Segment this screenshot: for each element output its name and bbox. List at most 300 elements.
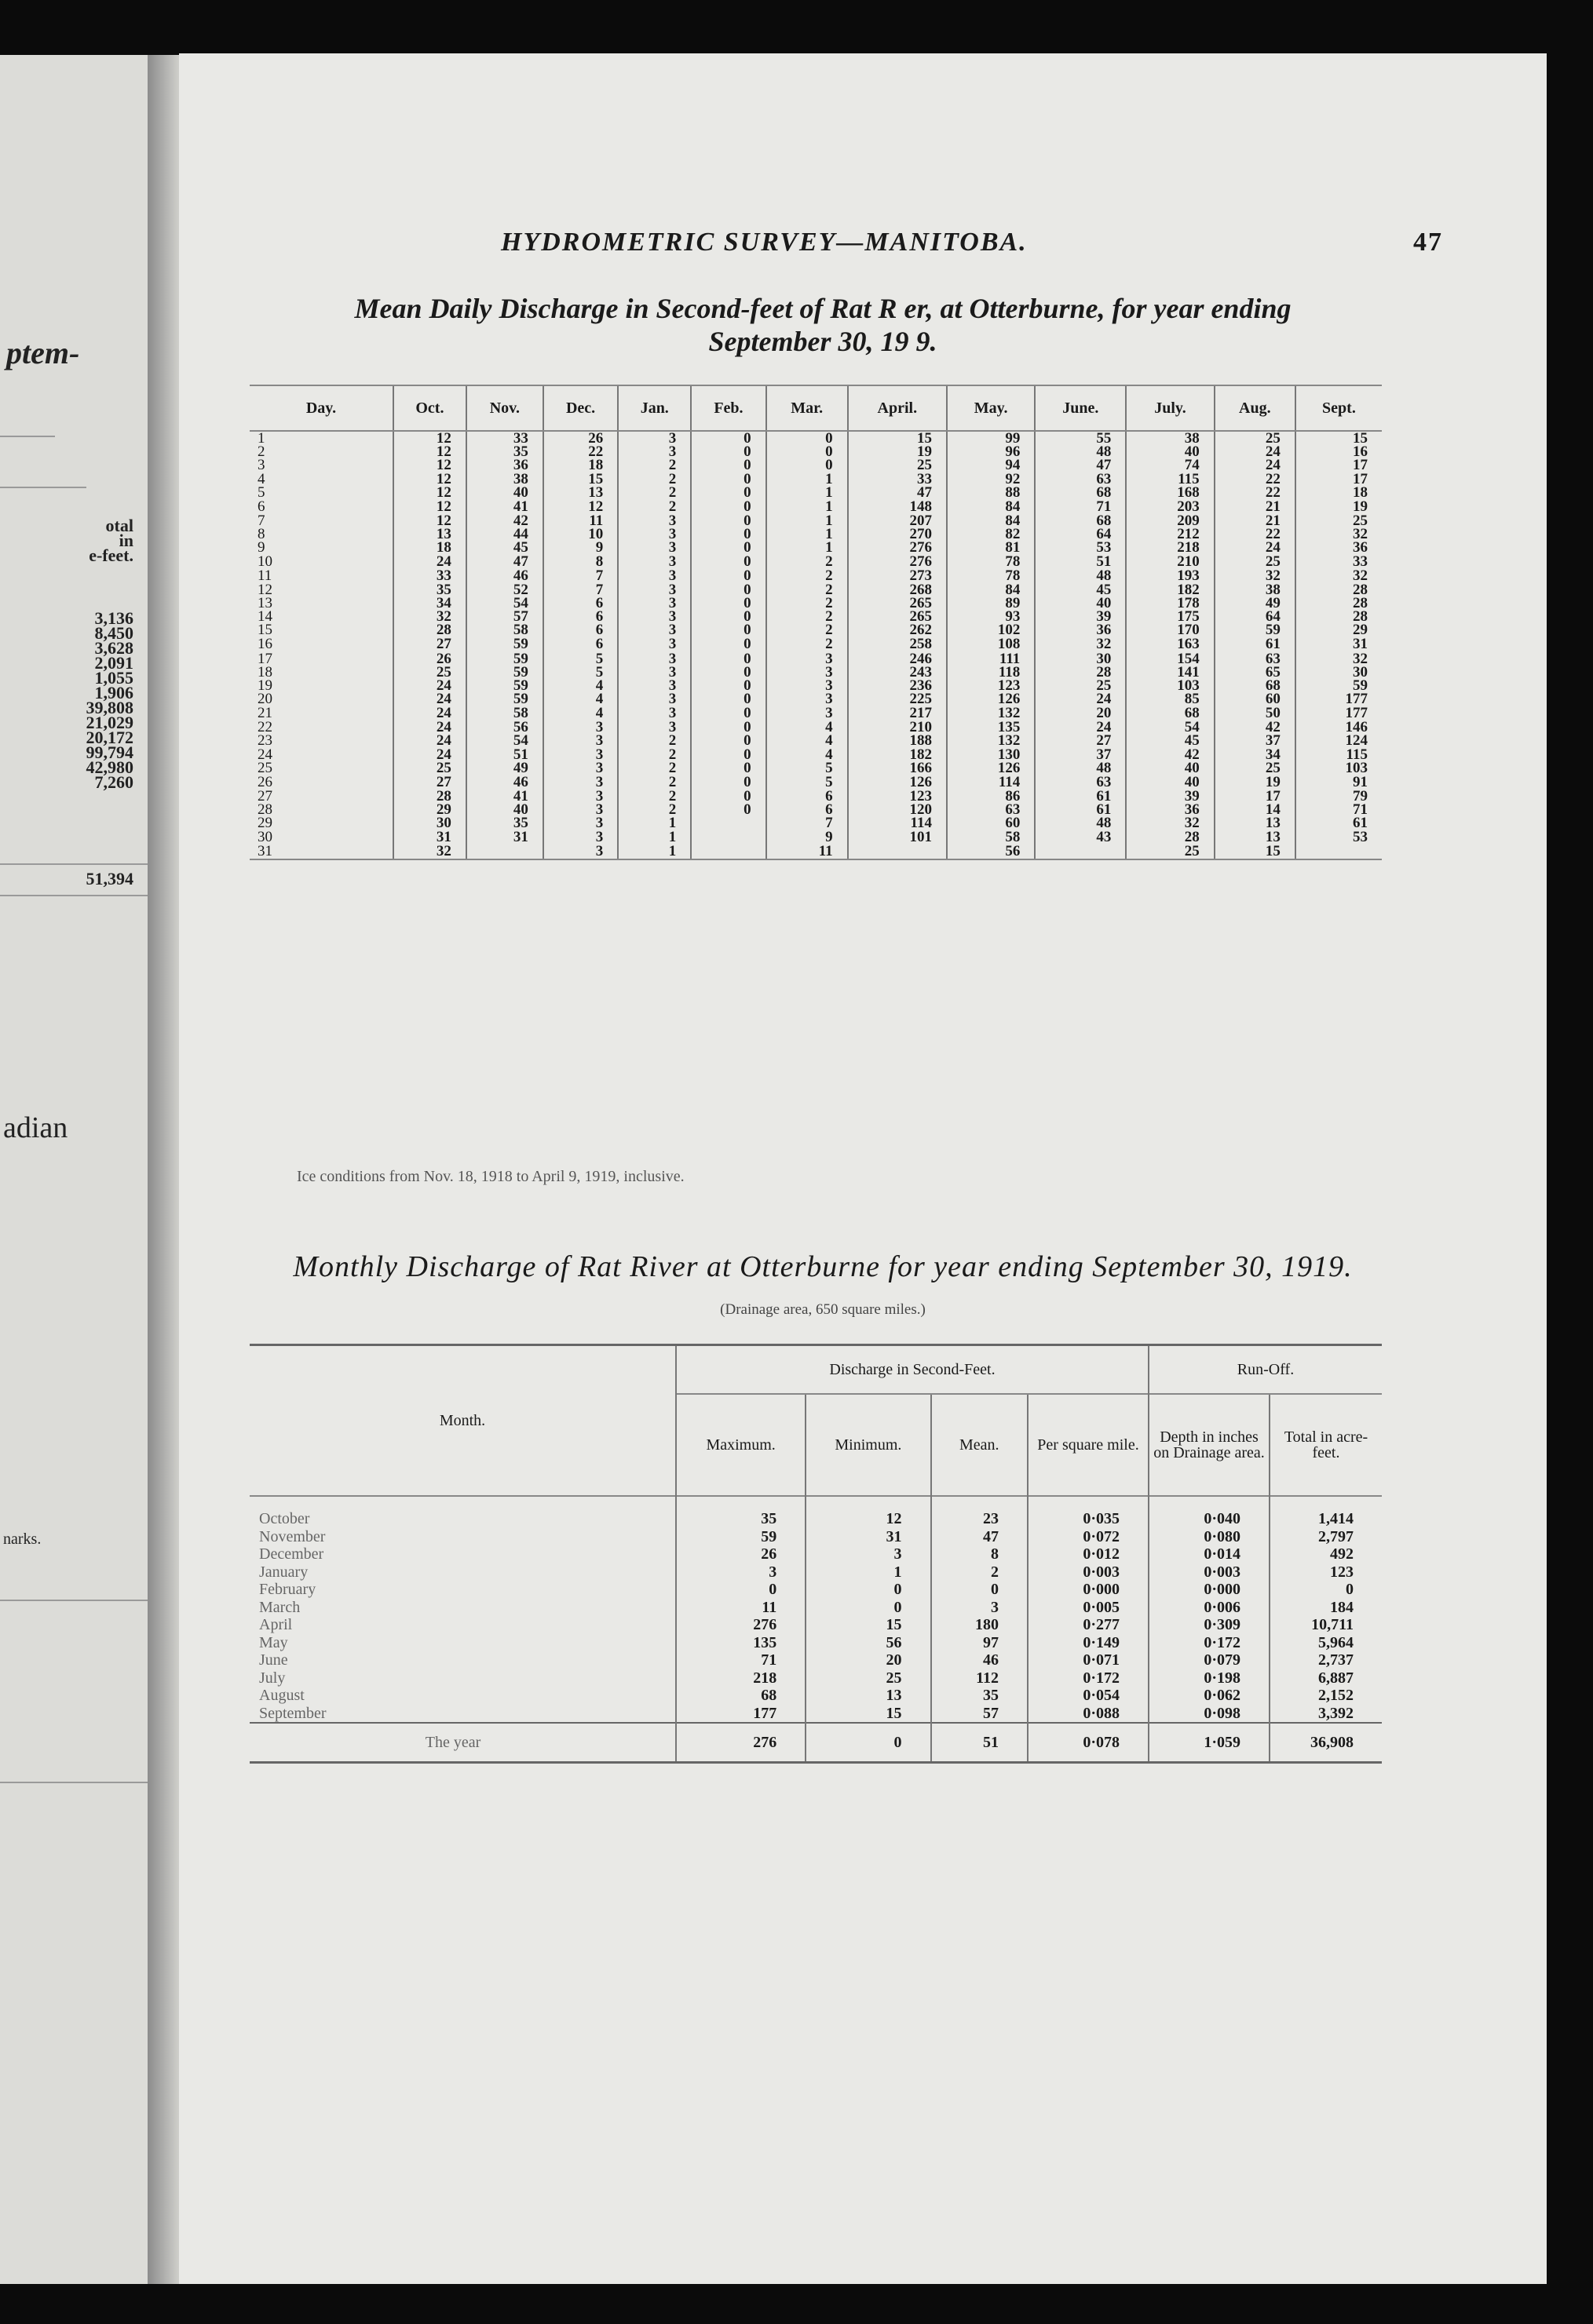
table-row <box>250 555 1382 568</box>
discharge-cell: 43 <box>1035 830 1126 844</box>
discharge-cell: 59 <box>466 651 543 665</box>
column-header: Day. <box>250 385 393 431</box>
discharge-cell: 2 <box>766 610 848 623</box>
value-cell: 0·054 <box>1028 1687 1149 1705</box>
column-header: Depth in inches on Drainage area. <box>1149 1394 1270 1496</box>
discharge-cell: 3 <box>766 706 848 721</box>
discharge-cell: 5 <box>543 651 618 665</box>
discharge-cell: 0 <box>691 527 765 541</box>
discharge-cell: 25 <box>393 666 466 679</box>
discharge-cell: 126 <box>848 775 947 790</box>
discharge-cell: 56 <box>466 721 543 734</box>
discharge-cell: 3 <box>618 527 691 541</box>
value-cell: 184 <box>1270 1599 1382 1617</box>
discharge-cell: 17 <box>1295 472 1382 486</box>
discharge-cell: 0 <box>766 458 848 472</box>
daily-table-caption <box>250 292 1396 358</box>
discharge-cell: 36 <box>1295 541 1382 554</box>
discharge-cell: 68 <box>1126 706 1214 721</box>
day-cell: 10 <box>258 553 272 570</box>
value-cell: 180 <box>931 1616 1028 1634</box>
value-cell: 47 <box>931 1528 1028 1546</box>
discharge-cell: 6 <box>543 597 618 610</box>
value-cell: 0·040 <box>1149 1496 1270 1528</box>
value-cell: 0·003 <box>1028 1563 1149 1582</box>
total-cell: 276 <box>676 1723 806 1763</box>
value-cell: 11 <box>676 1599 806 1617</box>
table-row <box>250 761 1382 775</box>
discharge-cell: 103 <box>1295 761 1382 775</box>
discharge-cell: 1 <box>766 541 848 554</box>
table-row <box>250 431 1382 445</box>
discharge-cell: 27 <box>393 775 466 790</box>
discharge-cell: 188 <box>848 734 947 747</box>
discharge-cell: 146 <box>1295 721 1382 734</box>
value-cell: 218 <box>676 1669 806 1687</box>
discharge-cell: 2 <box>618 486 691 499</box>
total-value: 42,980 <box>86 757 133 777</box>
adjacent-word: adian <box>3 1111 68 1144</box>
discharge-cell: 0 <box>691 706 765 721</box>
column-header: June. <box>1035 385 1126 431</box>
discharge-cell: 25 <box>1295 514 1382 527</box>
discharge-cell: 3 <box>543 761 618 775</box>
discharge-cell: 236 <box>848 679 947 692</box>
discharge-cell: 166 <box>848 761 947 775</box>
discharge-cell: 3 <box>618 541 691 554</box>
total-value: 39,808 <box>86 698 133 717</box>
discharge-cell: 51 <box>466 748 543 761</box>
table-row <box>250 692 1382 706</box>
discharge-cell: 0 <box>691 623 765 637</box>
group-header: Run-Off. <box>1149 1345 1382 1395</box>
total-value: 21,029 <box>86 713 133 732</box>
table-row <box>250 1651 1382 1669</box>
discharge-cell: 123 <box>848 790 947 803</box>
discharge-cell: 24 <box>1215 541 1295 554</box>
discharge-cell: 0 <box>691 803 765 816</box>
discharge-cell: 12 <box>393 486 466 499</box>
discharge-cell: 6 <box>543 637 618 651</box>
day-cell: 8 <box>258 526 265 543</box>
divider <box>0 1600 148 1601</box>
discharge-cell: 93 <box>947 610 1035 623</box>
discharge-cell: 54 <box>466 734 543 747</box>
value-cell: 0·035 <box>1028 1496 1149 1528</box>
month-cell: March <box>259 1598 301 1616</box>
discharge-cell: 124 <box>1295 734 1382 747</box>
column-header: July. <box>1126 385 1214 431</box>
table-row <box>250 1599 1382 1617</box>
total-value: 3,136 <box>94 608 133 628</box>
value-cell: 0·071 <box>1028 1651 1149 1669</box>
discharge-cell: 45 <box>1126 734 1214 747</box>
discharge-cell: 3 <box>543 748 618 761</box>
value-cell: 97 <box>931 1634 1028 1652</box>
discharge-cell: 36 <box>466 458 543 472</box>
discharge-cell <box>466 844 543 859</box>
column-header: Aug. <box>1215 385 1295 431</box>
table-row <box>250 568 1382 583</box>
discharge-cell: 49 <box>1215 597 1295 610</box>
discharge-cell: 177 <box>1295 706 1382 721</box>
day-cell: 29 <box>258 815 272 832</box>
discharge-cell: 210 <box>1126 555 1214 568</box>
discharge-cell: 108 <box>947 637 1035 651</box>
discharge-cell: 33 <box>466 431 543 445</box>
discharge-cell: 276 <box>848 555 947 568</box>
value-cell: 20 <box>806 1651 930 1669</box>
discharge-cell: 49 <box>466 761 543 775</box>
discharge-cell: 175 <box>1126 610 1214 623</box>
discharge-cell: 41 <box>466 499 543 514</box>
discharge-cell: 32 <box>1126 816 1214 830</box>
discharge-cell: 1 <box>766 514 848 527</box>
discharge-cell: 42 <box>1126 748 1214 761</box>
discharge-cell: 45 <box>466 541 543 554</box>
discharge-cell: 16 <box>1295 445 1382 458</box>
discharge-cell: 63 <box>1215 651 1295 665</box>
discharge-cell: 56 <box>947 844 1035 859</box>
discharge-cell: 262 <box>848 623 947 637</box>
discharge-cell: 35 <box>466 445 543 458</box>
discharge-cell: 0 <box>691 568 765 583</box>
discharge-cell: 126 <box>947 761 1035 775</box>
month-cell: October <box>250 1496 676 1528</box>
month-cell: April <box>259 1616 293 1634</box>
value-cell: 0·014 <box>1149 1545 1270 1563</box>
table-row <box>250 1528 1382 1546</box>
value-cell: 0·098 <box>1149 1705 1270 1724</box>
discharge-cell <box>1035 844 1126 859</box>
discharge-cell: 193 <box>1126 568 1214 583</box>
discharge-cell: 2 <box>618 472 691 486</box>
discharge-cell: 5 <box>766 775 848 790</box>
table-row <box>250 1687 1382 1705</box>
discharge-cell: 8 <box>543 555 618 568</box>
discharge-cell: 132 <box>947 706 1035 721</box>
discharge-cell: 33 <box>848 472 947 486</box>
discharge-cell: 111 <box>947 651 1035 665</box>
discharge-cell: 4 <box>543 706 618 721</box>
total-cell: 51 <box>931 1723 1028 1763</box>
discharge-cell: 63 <box>947 803 1035 816</box>
value-cell: 2,737 <box>1270 1651 1382 1669</box>
discharge-cell: 0 <box>766 431 848 445</box>
discharge-cell: 12 <box>393 458 466 472</box>
discharge-cell: 1 <box>618 816 691 830</box>
discharge-cell: 168 <box>1126 486 1214 499</box>
discharge-cell: 3 <box>618 431 691 445</box>
discharge-cell: 19 <box>1215 775 1295 790</box>
value-cell: 1 <box>806 1563 930 1582</box>
table-row <box>250 1563 1382 1582</box>
day-cell: 18 <box>258 663 272 680</box>
day-cell: 5 <box>258 483 265 501</box>
value-cell: 6,887 <box>1270 1669 1382 1687</box>
discharge-cell: 86 <box>947 790 1035 803</box>
day-cell: 22 <box>258 719 272 736</box>
column-header: Dec. <box>543 385 618 431</box>
discharge-cell: 265 <box>848 610 947 623</box>
table-row <box>250 706 1382 721</box>
value-cell: 0·000 <box>1028 1581 1149 1599</box>
discharge-cell: 59 <box>1295 679 1382 692</box>
divider <box>0 895 148 896</box>
discharge-cell: 3 <box>618 445 691 458</box>
discharge-cell: 38 <box>466 472 543 486</box>
discharge-cell: 0 <box>691 514 765 527</box>
table-row <box>250 816 1382 830</box>
book-gutter <box>148 55 179 2284</box>
discharge-cell: 89 <box>947 597 1035 610</box>
discharge-cell: 46 <box>466 775 543 790</box>
table-row <box>250 610 1382 623</box>
discharge-cell: 2 <box>618 734 691 747</box>
discharge-cell: 3 <box>618 514 691 527</box>
discharge-cell: 3 <box>618 692 691 706</box>
day-cell: 3 <box>258 457 265 474</box>
discharge-cell: 55 <box>1035 431 1126 445</box>
total-cell: 0 <box>806 1723 930 1763</box>
discharge-cell: 0 <box>691 458 765 472</box>
discharge-cell: 48 <box>1035 445 1126 458</box>
discharge-cell: 217 <box>848 706 947 721</box>
discharge-cell: 44 <box>466 527 543 541</box>
value-cell: 0·012 <box>1028 1545 1149 1563</box>
table-row <box>250 1634 1382 1652</box>
discharge-cell: 25 <box>1126 844 1214 859</box>
day-cell: 19 <box>258 677 272 694</box>
discharge-cell: 32 <box>1215 568 1295 583</box>
discharge-cell: 28 <box>1295 597 1382 610</box>
discharge-cell: 37 <box>1035 748 1126 761</box>
column-header: Nov. <box>466 385 543 431</box>
discharge-cell: 28 <box>1295 610 1382 623</box>
discharge-cell: 270 <box>848 527 947 541</box>
discharge-cell: 28 <box>393 623 466 637</box>
discharge-cell: 24 <box>1035 692 1126 706</box>
divider <box>0 863 148 865</box>
discharge-cell: 51 <box>1035 555 1126 568</box>
discharge-cell: 78 <box>947 555 1035 568</box>
total-value: 1,055 <box>94 668 133 688</box>
discharge-cell: 126 <box>947 692 1035 706</box>
discharge-cell: 2 <box>618 458 691 472</box>
value-cell: 0·198 <box>1149 1669 1270 1687</box>
value-cell: 10,711 <box>1270 1616 1382 1634</box>
discharge-cell: 27 <box>1035 734 1126 747</box>
month-cell: January <box>259 1563 309 1581</box>
value-cell: 71 <box>676 1651 806 1669</box>
value-cell: 492 <box>1270 1545 1382 1563</box>
discharge-cell: 71 <box>1035 499 1126 514</box>
discharge-cell: 182 <box>1126 583 1214 597</box>
day-cell: 21 <box>258 705 272 722</box>
discharge-cell: 2 <box>618 790 691 803</box>
table-row <box>250 472 1382 486</box>
discharge-cell: 212 <box>1126 527 1214 541</box>
discharge-cell: 3 <box>766 679 848 692</box>
discharge-cell: 24 <box>393 721 466 734</box>
discharge-cell: 33 <box>1295 555 1382 568</box>
discharge-cell: 28 <box>1035 666 1126 679</box>
value-cell: 177 <box>676 1705 806 1724</box>
day-cell: 23 <box>258 732 272 750</box>
column-header: Jan. <box>618 385 691 431</box>
total-cell: 0·078 <box>1028 1723 1149 1763</box>
discharge-cell: 32 <box>1295 527 1382 541</box>
value-cell: 112 <box>931 1669 1028 1687</box>
month-cell: February <box>259 1581 316 1599</box>
discharge-cell: 63 <box>1035 472 1126 486</box>
discharge-cell <box>1295 844 1382 859</box>
discharge-cell: 0 <box>691 486 765 499</box>
discharge-cell: 2 <box>618 775 691 790</box>
discharge-cell: 2 <box>618 499 691 514</box>
discharge-cell: 6 <box>543 623 618 637</box>
discharge-cell: 61 <box>1035 803 1126 816</box>
discharge-cell: 3 <box>618 610 691 623</box>
discharge-cell: 114 <box>848 816 947 830</box>
discharge-cell: 15 <box>1295 431 1382 445</box>
discharge-cell: 42 <box>1215 721 1295 734</box>
value-cell: 3 <box>931 1599 1028 1617</box>
discharge-cell: 118 <box>947 666 1035 679</box>
table-row <box>250 1496 1382 1528</box>
discharge-cell: 30 <box>1035 651 1126 665</box>
value-cell: 0·080 <box>1149 1528 1270 1546</box>
divider <box>0 436 55 437</box>
discharge-cell: 203 <box>1126 499 1214 514</box>
discharge-cell: 40 <box>1035 597 1126 610</box>
discharge-cell: 3 <box>618 651 691 665</box>
discharge-cell: 0 <box>691 679 765 692</box>
discharge-cell: 59 <box>1215 623 1295 637</box>
total-value: 20,172 <box>86 728 133 747</box>
caption-line: September 30, 19 9. <box>708 326 937 357</box>
header-line: e-feet. <box>89 545 133 565</box>
day-cell: 6 <box>258 498 265 515</box>
drainage-area-note: (Drainage area, 650 square miles.) <box>720 1301 926 1318</box>
discharge-cell: 71 <box>1295 803 1382 816</box>
page-number: 47 <box>1413 228 1443 257</box>
discharge-cell: 14 <box>1215 803 1295 816</box>
value-cell: 0 <box>931 1581 1028 1599</box>
discharge-cell: 57 <box>466 610 543 623</box>
discharge-cell: 35 <box>466 816 543 830</box>
discharge-cell: 0 <box>691 541 765 554</box>
discharge-cell: 53 <box>1295 830 1382 844</box>
value-cell: 8 <box>931 1545 1028 1563</box>
column-header: April. <box>848 385 947 431</box>
discharge-cell: 11 <box>766 844 848 859</box>
total-value: 8,450 <box>94 623 133 643</box>
value-cell: 35 <box>676 1496 806 1528</box>
discharge-cell: 258 <box>848 637 947 651</box>
discharge-cell: 24 <box>393 555 466 568</box>
column-header: Per square mile. <box>1028 1394 1149 1496</box>
discharge-cell: 24 <box>1215 445 1295 458</box>
discharge-cell: 0 <box>691 761 765 775</box>
discharge-cell: 24 <box>393 734 466 747</box>
discharge-cell: 63 <box>1035 775 1126 790</box>
discharge-cell: 22 <box>1215 472 1295 486</box>
table-row <box>250 748 1382 761</box>
discharge-cell: 17 <box>1215 790 1295 803</box>
discharge-cell: 1 <box>618 830 691 844</box>
value-cell: 46 <box>931 1651 1028 1669</box>
discharge-cell: 3 <box>543 830 618 844</box>
caption-line: Mean Daily Discharge in Second-feet of Rat R er, at Otterburne, for year ending <box>354 293 1292 324</box>
discharge-cell: 10 <box>543 527 618 541</box>
discharge-cell: 26 <box>393 651 466 665</box>
discharge-cell: 123 <box>947 679 1035 692</box>
discharge-cell: 60 <box>1215 692 1295 706</box>
adjacent-grand-total: 51,394 <box>86 869 133 888</box>
discharge-cell: 91 <box>1295 775 1382 790</box>
discharge-cell: 2 <box>618 803 691 816</box>
discharge-cell: 28 <box>393 790 466 803</box>
discharge-cell: 12 <box>393 499 466 514</box>
discharge-cell: 154 <box>1126 651 1214 665</box>
value-cell: 2,797 <box>1270 1528 1382 1546</box>
value-cell: 3 <box>676 1563 806 1582</box>
discharge-cell: 24 <box>393 706 466 721</box>
day-cell: 11 <box>258 567 272 584</box>
day-cell: 13 <box>258 594 272 611</box>
discharge-cell: 6 <box>766 803 848 816</box>
discharge-cell: 84 <box>947 514 1035 527</box>
value-cell: 12 <box>806 1496 930 1528</box>
discharge-cell: 276 <box>848 541 947 554</box>
table-row <box>250 597 1382 610</box>
discharge-cell: 0 <box>691 666 765 679</box>
table-row <box>250 1669 1382 1687</box>
day-cell: 20 <box>258 691 272 708</box>
adjacent-totals-list <box>86 608 134 792</box>
discharge-cell: 12 <box>393 431 466 445</box>
discharge-cell: 4 <box>766 748 848 761</box>
discharge-cell: 177 <box>1295 692 1382 706</box>
column-header: Mar. <box>766 385 848 431</box>
discharge-cell: 0 <box>766 445 848 458</box>
discharge-cell: 15 <box>543 472 618 486</box>
discharge-cell: 102 <box>947 623 1035 637</box>
discharge-cell: 0 <box>691 583 765 597</box>
discharge-cell: 54 <box>466 597 543 610</box>
discharge-cell: 115 <box>1126 472 1214 486</box>
discharge-cell: 7 <box>543 568 618 583</box>
day-cell: 25 <box>258 759 272 776</box>
column-header: May. <box>947 385 1035 431</box>
value-cell: 0 <box>1270 1581 1382 1599</box>
adjacent-total-header <box>89 518 133 563</box>
discharge-cell: 39 <box>1126 790 1214 803</box>
table-row <box>250 844 1382 859</box>
discharge-cell: 25 <box>1215 431 1295 445</box>
discharge-cell: 20 <box>1035 706 1126 721</box>
discharge-cell: 0 <box>691 555 765 568</box>
discharge-cell: 40 <box>1126 775 1214 790</box>
discharge-cell: 6 <box>543 610 618 623</box>
discharge-cell: 163 <box>1126 637 1214 651</box>
discharge-cell: 50 <box>1215 706 1295 721</box>
discharge-cell: 0 <box>691 775 765 790</box>
discharge-cell: 1 <box>618 844 691 859</box>
discharge-cell: 13 <box>543 486 618 499</box>
column-header: Minimum. <box>806 1394 930 1496</box>
